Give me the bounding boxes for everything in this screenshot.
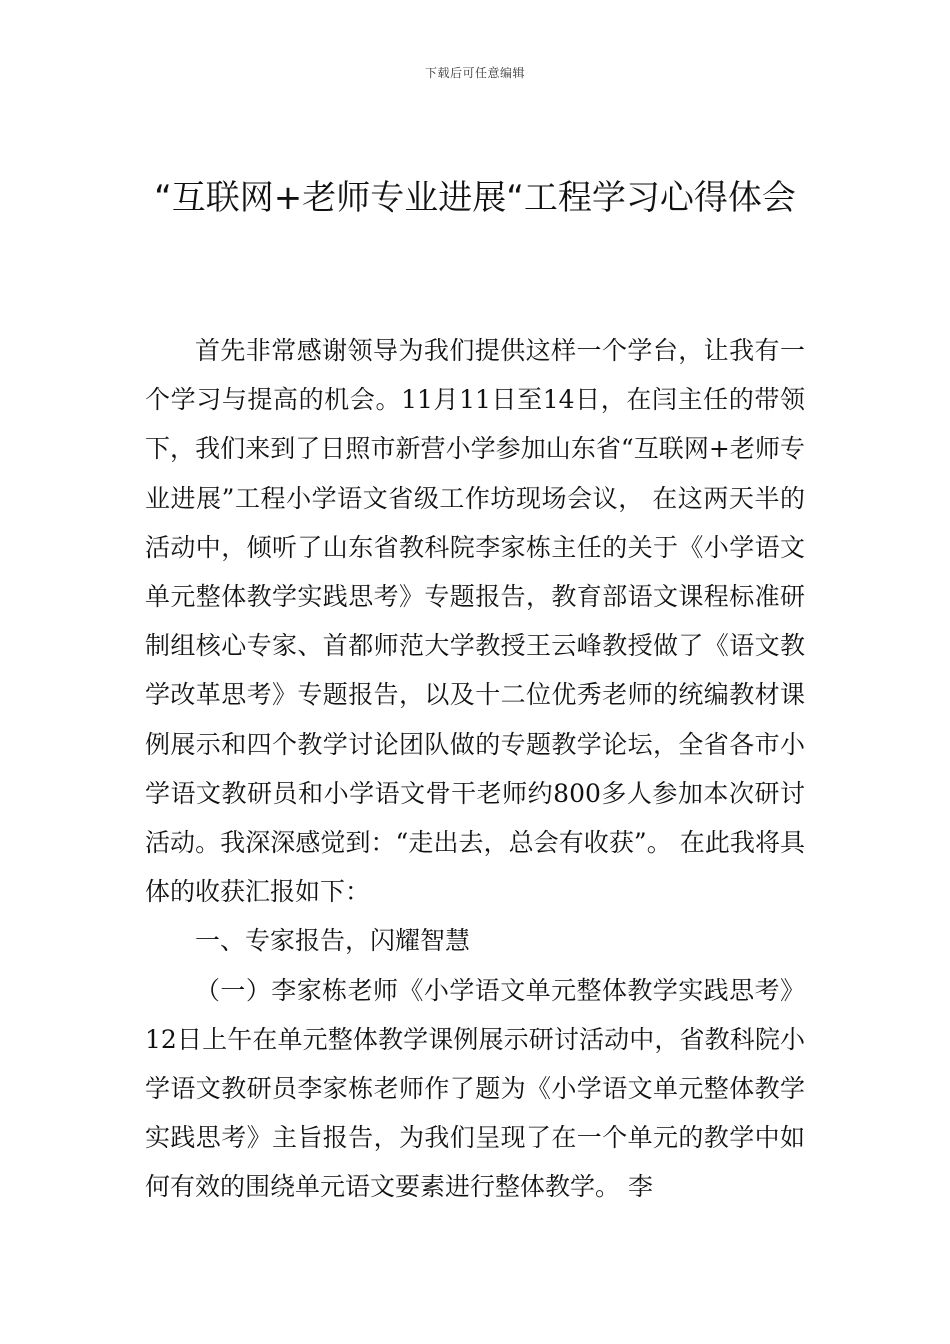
- section-heading-1: 一、专家报告，闪耀智慧: [195, 926, 471, 956]
- paragraph-subsection-1: （一）李家栋老师《小学语文单元整体教学实践思考》 12日上午在单元整体教学课例展示研讨活动中，省教科院小学语文教研员李家栋老师作了题为《小学语文单元整体教学实践思考》主旨报告，为我们呈现了在一个单元的教学中如何有效的围绕单元语文要素进行整体教学。 李: [145, 975, 805, 1202]
- paragraph-intro: 首先非常感谢领导为我们提供这样一个学台，让我有一个学习与提高的机会。11月11日至14日，在闫主任的带领下，我们来到了日照市新营小学参加山东省“互联网+老师专业进展”工程小学语文省级工作坊现场会议， 在这两天半的活动中，倾听了山东省教科院李家栋主任的关于《小学语文单元整体教学实践思考》专题报告，教育部语文课程标准研制组核心专家、首都师范大学教授王云峰教授做了《语文教学改革思考》专题报告，以及十二位优秀老师的统编教材课例展示和四个教学讨论团队做的专题教学论坛，全省各市小学语文教研员和小学语文骨干老师约800多人参加本次研讨活动。我深深感觉到：“走出去，总会有收获”。 在此我将具体的收获汇报如下：: [145, 336, 805, 907]
- document-title: “互联网+老师专业进展“工程学习心得体会: [154, 178, 796, 218]
- document-body: [145, 326, 805, 1212]
- header-note: 下载后可任意编辑: [424, 66, 525, 80]
